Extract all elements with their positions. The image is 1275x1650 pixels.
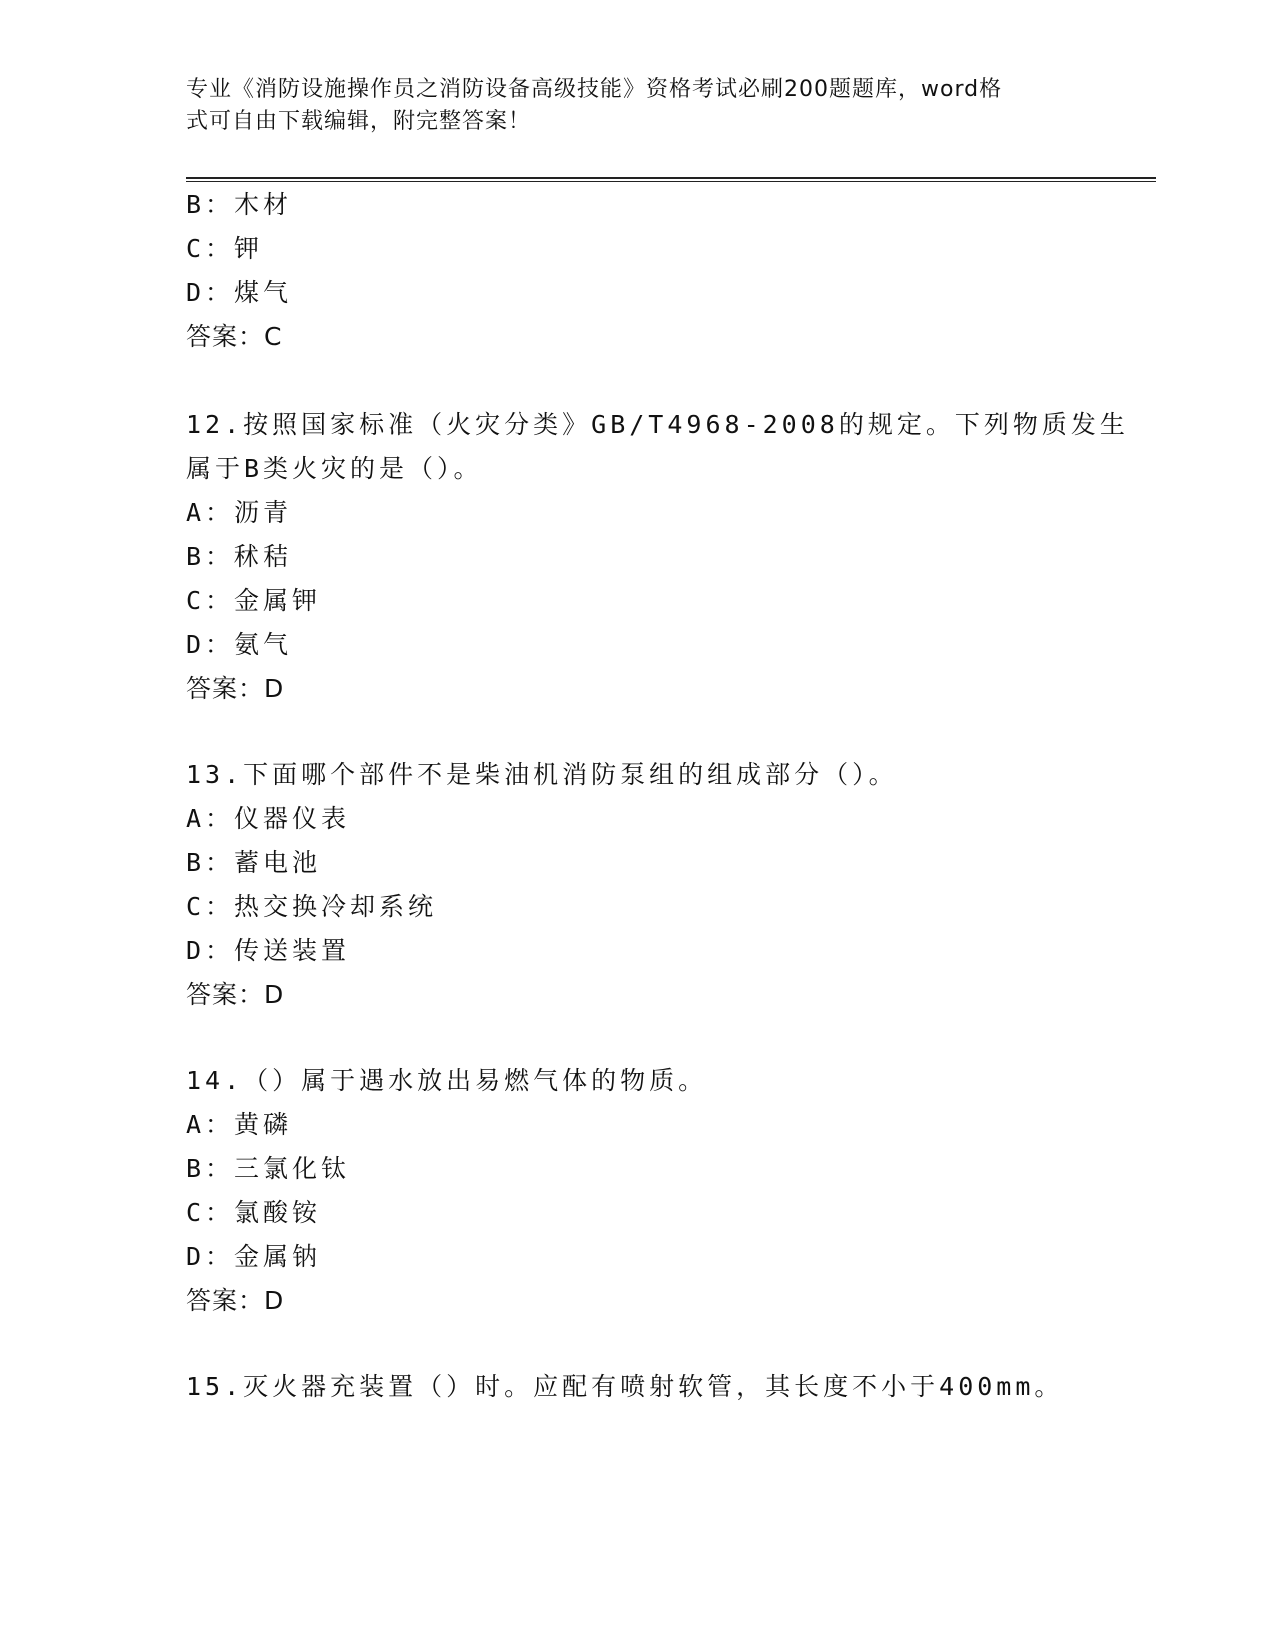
- q12-option-d: D：氨气: [186, 630, 293, 659]
- header-line-1: 专业《消防设施操作员之消防设备高级技能》资格考试必刷200题题库，word格: [186, 77, 1003, 102]
- q12-question-line-1: 12.按照国家标准（火灾分类》GB/T4968-2008的规定。下列物质发生: [186, 410, 1129, 439]
- q14-option-c: C：氯酸铵: [186, 1198, 322, 1227]
- q11-option-b: B：木材: [186, 190, 293, 219]
- q15-question: 15.灭火器充装置（）时。应配有喷射软管，其长度不小于400mm。: [186, 1372, 1064, 1401]
- document-header: [186, 74, 1066, 138]
- q12-option-c: C：金属钾: [186, 586, 322, 615]
- q13-option-c: C：热交换冷却系统: [186, 892, 438, 921]
- q12-option-b: B：秫秸: [186, 542, 293, 571]
- q14-option-d: D：金属钠: [186, 1242, 322, 1271]
- q13-option-a: A：仪器仪表: [186, 804, 351, 833]
- header-line-2: 式可自由下载编辑，附完整答案！: [186, 109, 532, 134]
- q14-answer: 答案：D: [186, 1286, 285, 1315]
- document-page: [186, 0, 1156, 1650]
- q14-option-a: A：黄磷: [186, 1110, 293, 1139]
- header-divider: [186, 177, 1156, 182]
- q11-option-c: C：钾: [186, 234, 264, 263]
- q13-question: 13.下面哪个部件不是柴油机消防泵组的组成部分（）。: [186, 760, 898, 789]
- q12-question-line-2: 属于B类火灾的是（）。: [186, 454, 483, 483]
- q14-question: 14.（）属于遇水放出易燃气体的物质。: [186, 1066, 708, 1095]
- q12-option-a: A：沥青: [186, 498, 293, 527]
- q12-answer: 答案：D: [186, 674, 285, 703]
- q11-answer: 答案：C: [186, 322, 283, 351]
- q11-option-d: D：煤气: [186, 278, 293, 307]
- q13-answer: 答案：D: [186, 980, 285, 1009]
- q14-option-b: B：三氯化钛: [186, 1154, 351, 1183]
- q13-option-d: D：传送装置: [186, 936, 351, 965]
- q13-option-b: B：蓄电池: [186, 848, 322, 877]
